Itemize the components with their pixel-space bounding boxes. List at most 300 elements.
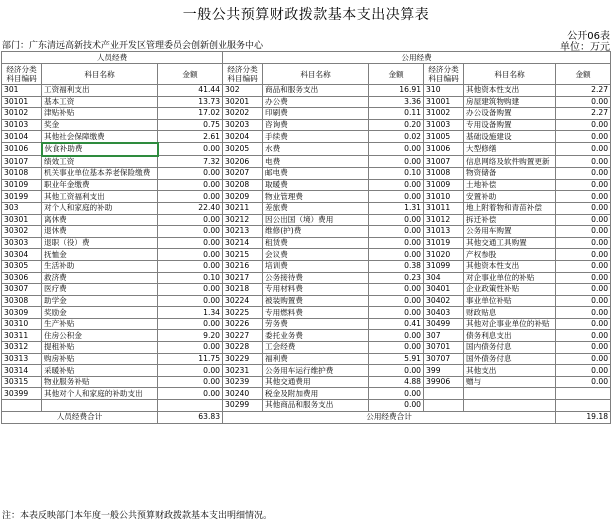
table-row [2,376,611,388]
cell-amount[interactable]: 0.00 [369,226,424,238]
cell-code[interactable]: 30204 [223,131,263,143]
cell-name[interactable]: 物资储备 [464,168,556,180]
cell-amount[interactable]: 0.75 [158,119,223,131]
cell-amount[interactable]: 5.91 [369,353,424,365]
cell-amount[interactable]: 0.00 [158,143,223,156]
cell-name[interactable]: 伙食补助费 [42,143,158,156]
cell-amount[interactable]: 0.20 [369,119,424,131]
cell-name[interactable]: 助学金 [42,295,158,307]
cell-code[interactable]: 30109 [2,179,42,191]
form-code: 公开06表 [567,31,610,42]
cell-name[interactable]: 工资福利支出 [42,85,158,97]
cell-code[interactable]: 31009 [424,179,464,191]
cell-name[interactable]: 地上附着物和青苗补偿 [464,202,556,214]
cell-amount[interactable]: 0.00 [369,237,424,249]
cell-code[interactable]: 31010 [424,191,464,203]
cell-code[interactable]: 30212 [223,214,263,226]
cell-code[interactable]: 30302 [2,226,42,238]
cell-code[interactable]: 30102 [2,108,42,120]
cell-code[interactable]: 31020 [424,249,464,261]
cell-amount[interactable]: 17.02 [158,108,223,120]
col-amount-header[interactable]: 金额 [369,64,424,85]
cell-name[interactable] [42,400,158,412]
cell-code[interactable]: 31012 [424,214,464,226]
cell-name[interactable]: 其他资本性支出 [464,85,556,97]
cell-name[interactable]: 奖金 [42,119,158,131]
cell-code[interactable]: 30403 [424,307,464,319]
cell-name[interactable]: 国内债务付息 [464,342,556,354]
cell-code[interactable]: 30199 [2,191,42,203]
cell-name[interactable]: 事业单位补贴 [464,295,556,307]
cell-code[interactable]: 30226 [223,318,263,330]
cell-name[interactable]: 公务接待费 [263,272,369,284]
cell-amount[interactable]: 0.00 [556,156,611,168]
cell-name[interactable]: 退休费 [42,226,158,238]
table-row [2,272,611,284]
cell-amount[interactable]: 0.00 [556,143,611,156]
cell-name[interactable]: 赠与 [464,376,556,388]
table-row [2,260,611,272]
cell-name[interactable]: 租赁费 [263,237,369,249]
cell-amount[interactable]: 11.75 [158,353,223,365]
cell-amount[interactable]: 0.00 [556,353,611,365]
cell-code[interactable]: 30103 [2,119,42,131]
cell-name[interactable]: 抚恤金 [42,249,158,261]
cell-name[interactable]: 印刷费 [263,108,369,120]
cell-name[interactable]: 职业年金缴费 [42,179,158,191]
department-label: 部门：广东清远高新技术产业开发区管理委员会创新创业服务中心 [2,41,264,51]
cell-amount[interactable]: 0.23 [369,272,424,284]
cell-code[interactable]: 30499 [424,318,464,330]
cell-name[interactable]: 对个人和家庭的补助 [42,202,158,214]
cell-code[interactable]: 307 [424,330,464,342]
cell-code[interactable]: 30240 [223,388,263,400]
cell-name[interactable]: 其他交通费用 [263,376,369,388]
cell-amount[interactable]: 0.00 [158,318,223,330]
cell-amount[interactable]: 0.00 [158,226,223,238]
cell-amount[interactable]: 0.41 [369,318,424,330]
cell-name[interactable]: 其他资本性支出 [464,260,556,272]
cell-code[interactable]: 30314 [2,365,42,377]
cell-amount[interactable]: 0.00 [158,179,223,191]
cell-code[interactable]: 310 [424,85,464,97]
cell-amount[interactable]: 0.00 [158,237,223,249]
cell-amount[interactable]: 2.61 [158,131,223,143]
cell-code[interactable]: 31011 [424,202,464,214]
total-row [2,411,611,423]
cell-code[interactable]: 30211 [223,202,263,214]
cell-name[interactable]: 对企事业单位的补贴 [464,272,556,284]
cell-name[interactable]: 购房补贴 [42,353,158,365]
cell-amount[interactable] [556,388,611,400]
cell-name[interactable]: 国外债务付息 [464,353,556,365]
cell-name[interactable]: 电费 [263,156,369,168]
cell-code[interactable]: 30229 [223,353,263,365]
cell-name[interactable]: 生活补助 [42,260,158,272]
cell-code[interactable]: 30231 [223,365,263,377]
cell-amount[interactable]: 0.00 [556,119,611,131]
col-name-header[interactable]: 科目名称 [42,64,158,85]
cell-code[interactable]: 30201 [223,96,263,108]
personnel-total-label[interactable]: 人员经费合计 [2,411,158,423]
cell-code[interactable]: 30217 [223,272,263,284]
cell-name[interactable]: 救济费 [42,272,158,284]
cell-name[interactable]: 土地补偿 [464,179,556,191]
cell-amount[interactable]: 0.11 [369,108,424,120]
cell-amount[interactable]: 0.00 [158,260,223,272]
cell-amount[interactable]: 0.00 [158,214,223,226]
cell-amount[interactable]: 0.38 [369,260,424,272]
cell-code[interactable]: 31019 [424,237,464,249]
cell-name[interactable] [464,388,556,400]
cell-amount[interactable]: 0.00 [369,400,424,412]
cell-code[interactable]: 31013 [424,226,464,238]
cell-amount[interactable]: 41.44 [158,85,223,97]
cell-code[interactable]: 30215 [223,249,263,261]
cell-name[interactable]: 物业服务补贴 [42,376,158,388]
col-code-header[interactable]: 经济分类科目编码 [223,64,263,85]
cell-name[interactable]: 其他支出 [464,365,556,377]
cell-name[interactable]: 债务利息支出 [464,330,556,342]
cell-code[interactable]: 301 [2,85,42,97]
cell-name[interactable]: 退职（役）费 [42,237,158,249]
cell-code[interactable]: 30227 [223,330,263,342]
cell-name[interactable]: 奖励金 [42,307,158,319]
cell-code[interactable]: 30214 [223,237,263,249]
cell-name[interactable]: 其他交通工具购置 [464,237,556,249]
cell-amount[interactable]: 2.27 [556,85,611,97]
table-row [2,143,611,156]
table-row [2,295,611,307]
cell-amount[interactable]: 0.00 [158,365,223,377]
cell-code[interactable]: 30399 [2,388,42,400]
cell-code[interactable]: 30306 [2,272,42,284]
cell-code[interactable]: 30707 [424,353,464,365]
table-row [2,156,611,168]
cell-name[interactable]: 基础设施建设 [464,131,556,143]
table-body [2,85,611,412]
cell-name[interactable]: 专用设备购置 [464,119,556,131]
cell-name[interactable]: 其他对企事业单位的补贴 [464,318,556,330]
cell-amount[interactable]: 0.00 [556,307,611,319]
cell-amount[interactable] [158,400,223,412]
cell-amount[interactable]: 0.00 [556,365,611,377]
table-row [2,214,611,226]
cell-amount[interactable]: 0.00 [369,284,424,296]
cell-code[interactable]: 31005 [424,131,464,143]
cell-amount[interactable]: 0.00 [369,365,424,377]
cell-code[interactable] [424,400,464,412]
cell-code[interactable]: 30303 [2,237,42,249]
cell-code[interactable]: 30239 [223,376,263,388]
cell-code[interactable]: 39906 [424,376,464,388]
cell-name[interactable]: 机关事业单位基本养老保险缴费 [42,168,158,180]
group-header-row [2,52,611,64]
cell-amount[interactable]: 0.00 [556,191,611,203]
public-header[interactable]: 公用经费 [223,52,611,64]
cell-code[interactable]: 30213 [223,226,263,238]
cell-code[interactable]: 30308 [2,295,42,307]
cell-code[interactable]: 30307 [2,284,42,296]
cell-code[interactable]: 30218 [223,284,263,296]
cell-name[interactable]: 办公设备购置 [464,108,556,120]
cell-code[interactable]: 31007 [424,156,464,168]
cell-amount[interactable]: 0.00 [369,156,424,168]
cell-amount[interactable]: 16.91 [369,85,424,97]
cell-name[interactable]: 其他工资福利支出 [42,191,158,203]
table-row [2,226,611,238]
cell-amount[interactable]: 0.00 [556,249,611,261]
cell-code[interactable]: 30309 [2,307,42,319]
cell-code[interactable]: 31006 [424,143,464,156]
table-row [2,318,611,330]
cell-code[interactable]: 399 [424,365,464,377]
cell-code[interactable]: 304 [424,272,464,284]
col-name-header[interactable]: 科目名称 [464,64,556,85]
cell-code[interactable]: 30225 [223,307,263,319]
cell-amount[interactable]: 0.00 [369,307,424,319]
cell-amount[interactable]: 0.00 [556,284,611,296]
cell-amount[interactable]: 1.34 [158,307,223,319]
cell-amount[interactable]: 22.40 [158,202,223,214]
table-row [2,179,611,191]
cell-code[interactable]: 30203 [223,119,263,131]
cell-amount[interactable]: 0.00 [158,168,223,180]
cell-code[interactable]: 30208 [223,179,263,191]
cell-code[interactable]: 30313 [2,353,42,365]
cell-name[interactable]: 拆迁补偿 [464,214,556,226]
cell-name[interactable]: 咨询费 [263,119,369,131]
cell-amount[interactable]: 0.00 [556,318,611,330]
public-total-label[interactable]: 公用经费合计 [223,411,556,423]
cell-name[interactable]: 会议费 [263,249,369,261]
cell-amount[interactable]: 0.00 [369,330,424,342]
cell-name[interactable]: 办公费 [263,96,369,108]
cell-amount[interactable]: 0.00 [158,295,223,307]
table-row [2,307,611,319]
cell-name[interactable]: 差旅费 [263,202,369,214]
cell-amount[interactable]: 13.73 [158,96,223,108]
cell-amount[interactable]: 0.00 [556,295,611,307]
cell-name[interactable]: 取暖费 [263,179,369,191]
cell-name[interactable]: 被装购置费 [263,295,369,307]
personnel-header[interactable]: 人员经费 [2,52,223,64]
cell-name[interactable]: 其他商品和服务支出 [263,400,369,412]
report-title: 一般公共预算财政拨款基本支出决算表 [182,7,430,23]
cell-name[interactable]: 其他对个人和家庭的补助支出 [42,388,158,400]
unit-label: 单位：万元 [560,42,610,53]
cell-amount[interactable]: 2.27 [556,108,611,120]
cell-code[interactable]: 30206 [223,156,263,168]
cell-amount[interactable]: 0.00 [158,376,223,388]
cell-amount[interactable]: 0.00 [158,388,223,400]
cell-name[interactable]: 因公出国（境）费用 [263,214,369,226]
personnel-total-value[interactable]: 63.83 [158,411,223,423]
cell-code[interactable]: 30305 [2,260,42,272]
cell-code[interactable]: 31099 [424,260,464,272]
cell-code[interactable]: 302 [223,85,263,97]
cell-name[interactable]: 离休费 [42,214,158,226]
table-row [2,168,611,180]
cell-amount[interactable]: 0.10 [158,272,223,284]
cell-code[interactable]: 31003 [424,119,464,131]
cell-code[interactable]: 30301 [2,214,42,226]
cell-name[interactable]: 住房公积金 [42,330,158,342]
cell-amount[interactable]: 0.00 [158,284,223,296]
cell-amount[interactable]: 0.00 [556,376,611,388]
cell-code[interactable] [424,388,464,400]
table-row [2,353,611,365]
table-row [2,108,611,120]
cell-name[interactable]: 房屋建筑物购建 [464,96,556,108]
cell-code[interactable]: 30224 [223,295,263,307]
cell-amount[interactable]: 1.31 [369,202,424,214]
cell-name[interactable]: 信息网络及软件购置更新 [464,156,556,168]
cell-name[interactable] [464,400,556,412]
cell-amount[interactable]: 4.88 [369,376,424,388]
cell-amount[interactable]: 0.00 [369,342,424,354]
cell-name[interactable]: 培训费 [263,260,369,272]
cell-amount[interactable]: 0.02 [369,131,424,143]
cell-name[interactable]: 大型修缮 [464,143,556,156]
cell-amount[interactable]: 0.00 [556,96,611,108]
cell-code[interactable]: 303 [2,202,42,214]
cell-name[interactable]: 财政贴息 [464,307,556,319]
cell-name[interactable]: 劳务费 [263,318,369,330]
cell-name[interactable]: 维修(护)费 [263,226,369,238]
cell-code[interactable]: 30101 [2,96,42,108]
cell-name[interactable]: 安置补助 [464,191,556,203]
cell-name[interactable]: 税金及附加费用 [263,388,369,400]
cell-amount[interactable]: 0.00 [369,179,424,191]
cell-name[interactable]: 津贴补贴 [42,108,158,120]
cell-amount[interactable]: 0.00 [556,168,611,180]
cell-code[interactable]: 30104 [2,131,42,143]
table-row [2,131,611,143]
cell-code[interactable]: 31001 [424,96,464,108]
cell-amount[interactable]: 0.00 [369,191,424,203]
col-name-header[interactable]: 科目名称 [263,64,369,85]
cell-amount[interactable]: 0.00 [369,295,424,307]
cell-amount[interactable]: 0.00 [556,342,611,354]
cell-code[interactable]: 30304 [2,249,42,261]
cell-code[interactable]: 31002 [424,108,464,120]
cell-amount[interactable]: 0.00 [556,131,611,143]
cell-code[interactable]: 30310 [2,318,42,330]
cell-code[interactable]: 30202 [223,108,263,120]
cell-name[interactable]: 采暖补贴 [42,365,158,377]
cell-amount[interactable]: 0.00 [556,260,611,272]
cell-code[interactable] [2,400,42,412]
cell-code[interactable]: 30108 [2,168,42,180]
cell-amount[interactable]: 0.00 [158,249,223,261]
cell-name[interactable]: 专用材料费 [263,284,369,296]
cell-amount[interactable] [556,400,611,412]
cell-name[interactable]: 物业管理费 [263,191,369,203]
col-amount-header[interactable]: 金额 [158,64,223,85]
cell-name[interactable]: 其他社会保障缴费 [42,131,158,143]
table-row [2,96,611,108]
cell-amount[interactable]: 7.32 [158,156,223,168]
col-code-header[interactable]: 经济分类科目编码 [424,64,464,85]
cell-name[interactable]: 水费 [263,143,369,156]
cell-code[interactable]: 30228 [223,342,263,354]
cell-code[interactable]: 30207 [223,168,263,180]
table-row [2,400,611,412]
cell-name[interactable]: 商品和服务支出 [263,85,369,97]
cell-name[interactable]: 福利费 [263,353,369,365]
cell-code[interactable]: 30209 [223,191,263,203]
cell-amount[interactable]: 0.00 [556,237,611,249]
cell-name[interactable]: 公务用车购置 [464,226,556,238]
cell-name[interactable]: 绩效工资 [42,156,158,168]
cell-amount[interactable]: 0.00 [369,214,424,226]
cell-name[interactable]: 产权参股 [464,249,556,261]
cell-code[interactable]: 31008 [424,168,464,180]
table-row [2,202,611,214]
cell-name[interactable]: 基本工资 [42,96,158,108]
table-row [2,330,611,342]
column-header-row [2,64,611,85]
cell-amount[interactable]: 0.00 [556,202,611,214]
expenditure-table [1,51,611,424]
cell-amount[interactable]: 0.00 [158,191,223,203]
cell-amount[interactable]: 0.00 [556,226,611,238]
cell-code[interactable]: 30311 [2,330,42,342]
cell-code[interactable]: 30299 [223,400,263,412]
cell-amount[interactable]: 0.00 [556,272,611,284]
table-row [2,342,611,354]
cell-amount[interactable]: 0.00 [556,179,611,191]
cell-amount[interactable]: 0.00 [369,143,424,156]
cell-amount[interactable]: 3.36 [369,96,424,108]
cell-code[interactable]: 30107 [2,156,42,168]
cell-code[interactable]: 30401 [424,284,464,296]
table-row [2,85,611,97]
cell-name[interactable]: 邮电费 [263,168,369,180]
cell-code[interactable]: 30106 [2,143,42,156]
table-row [2,119,611,131]
cell-name[interactable]: 生产补贴 [42,318,158,330]
cell-code[interactable]: 30312 [2,342,42,354]
cell-code[interactable]: 30205 [223,143,263,156]
col-code-header[interactable]: 经济分类科目编码 [2,64,42,85]
cell-amount[interactable]: 0.10 [369,168,424,180]
cell-code[interactable]: 30216 [223,260,263,272]
cell-name[interactable]: 企业政策性补贴 [464,284,556,296]
cell-name[interactable]: 委托业务费 [263,330,369,342]
cell-amount[interactable]: 9.20 [158,330,223,342]
cell-amount[interactable]: 0.00 [369,388,424,400]
col-amount-header[interactable]: 金额 [556,64,611,85]
table-row [2,388,611,400]
cell-code[interactable]: 30701 [424,342,464,354]
cell-code[interactable]: 30315 [2,376,42,388]
table-row [2,284,611,296]
cell-name[interactable]: 公务用车运行维护费 [263,365,369,377]
cell-name[interactable]: 专用燃料费 [263,307,369,319]
cell-amount[interactable]: 0.00 [556,214,611,226]
cell-name[interactable]: 提租补贴 [42,342,158,354]
cell-code[interactable]: 30402 [424,295,464,307]
cell-amount[interactable]: 0.00 [158,342,223,354]
cell-name[interactable]: 工会经费 [263,342,369,354]
cell-amount[interactable]: 0.00 [556,330,611,342]
public-total-value[interactable]: 19.18 [556,411,611,423]
cell-name[interactable]: 医疗费 [42,284,158,296]
cell-amount[interactable]: 0.00 [369,249,424,261]
cell-name[interactable]: 手续费 [263,131,369,143]
